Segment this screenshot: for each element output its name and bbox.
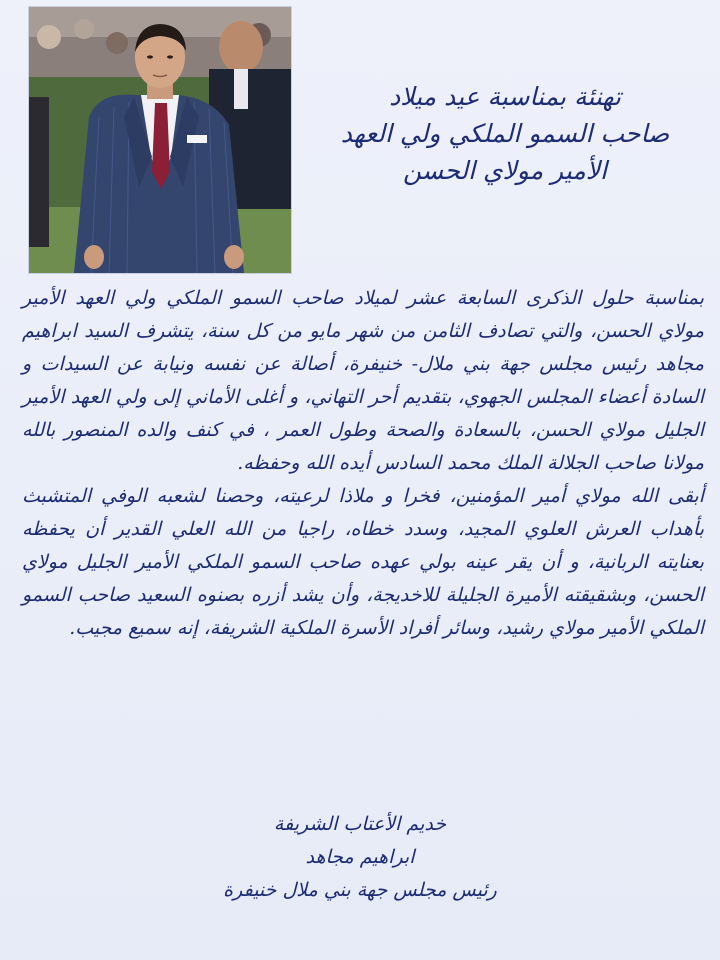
title-line-2: صاحب السمو الملكي ولي العهد — [340, 119, 670, 148]
signature-line-3: رئيس مجلس جهة بني ملال خنيفرة — [223, 879, 497, 901]
portrait-photo — [28, 6, 292, 274]
body-paragraph-1: بمناسبة حلول الذكرى السابعة عشر لميلاد صاحب السمو الملكي ولي العهد الأمير مولاي الحسن، والتي تصادف الثامن من شهر مايو من كل سنة، يتشرف السيد ابراهيم مجاهد رئيس مجلس جهة بني ملال- خنيفرة، أصالة عن نفسه ونيابة عن السيدات و السادة أعضاء المجلس الجهوي، بتقديم أحر التهاني، و أغلى الأماني إلى ولي العهد الأمير الجليل مولاي الحسن، بالسعادة والصحة وطول العمر ، في كنف والده المنصور بالله مولانا صاحب الجلالة الملك محمد السادس أيده الله وحفظه. — [22, 287, 704, 474]
letter-body — [22, 282, 704, 645]
title-line-1: تهنئة بمناسبة عيد ميلاد — [389, 82, 621, 111]
signature-line-2: ابراهيم مجاهد — [305, 846, 415, 868]
body-paragraph-2: أبقى الله مولاي أمير المؤمنين، فخرا و ملاذا لرعيته، وحصنا لشعبه الوفي المتشبث بأهداب العرش العلوي المجيد، وسدد خطاه، راجيا من الله العلي القدير أن يحفظه بعنايته الربانية، و أن يقر عينه بولي عهده صاحب السمو الملكي الأمير الجليل مولاي الحسن، وبشقيقته الأميرة الجليلة للاخديجة، وأن يشد أزره بصنوه السعيد صاحب السمو الملكي الأمير مولاي رشيد، وسائر أفراد الأسرة الملكية الشريفة، إنه سميع مجيب. — [22, 485, 704, 639]
signature-block — [150, 808, 570, 907]
title-line-3: الأمير مولاي الحسن — [403, 156, 607, 185]
greeting-title — [300, 78, 710, 189]
portrait-illustration — [29, 7, 291, 273]
signature-line-1: خديم الأعتاب الشريفة — [273, 813, 447, 835]
